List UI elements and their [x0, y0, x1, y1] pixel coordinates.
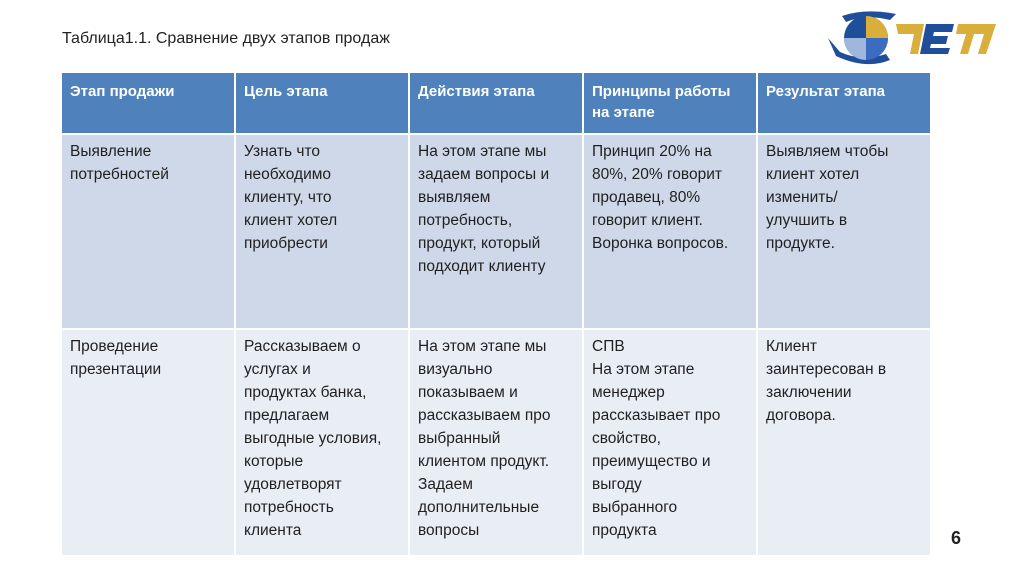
- table-cell: [583, 329, 757, 556]
- header-cell: [235, 72, 409, 134]
- comparison-table: [60, 71, 932, 557]
- cell-text: Выявляем чтобы клиент хотел изменить/ улучшить в продукте.: [766, 143, 889, 252]
- cell-text: Рассказываем о услугах и продуктах банка, предлагаем выгодные условия, которые удовлетворят потребность клиента: [244, 338, 382, 539]
- header-cell: [757, 72, 931, 134]
- table-cell: [583, 134, 757, 329]
- header-label: Принципы работы на этапе: [592, 83, 731, 121]
- table-cell: [757, 134, 931, 329]
- table-cell: [61, 134, 235, 329]
- cell-text: На этом этапе мы задаем вопросы и выявляем потребность, продукт, который подходит клиенту: [418, 143, 550, 275]
- table-cell: [409, 134, 583, 329]
- cell-text: СПВ На этом этапе менеджер рассказывает про свойство, преимущество и выгоду выбранного продукта: [592, 338, 721, 539]
- logo-letter-3: [956, 24, 996, 54]
- cell-text: На этом этапе мы визуально показываем и рассказываем про выбранный клиентом продукт. Задаем дополнительные вопросы: [418, 338, 551, 539]
- header-cell: [583, 72, 757, 134]
- table-cell: [235, 329, 409, 556]
- cell-text: Узнать что необходимо клиенту, что клиент хотел приобрести: [244, 143, 338, 252]
- bank-logo: [826, 8, 1002, 70]
- logo-letter-2: [920, 24, 954, 54]
- table-cell: [409, 329, 583, 556]
- header-label: Результат этапа: [766, 83, 886, 100]
- table-row: [61, 329, 931, 556]
- table-header-row: [61, 72, 931, 134]
- table-cell: [235, 134, 409, 329]
- header-label: Цель этапа: [244, 83, 328, 100]
- header-label: Действия этапа: [418, 83, 535, 100]
- table-cell: [757, 329, 931, 556]
- table-cell: [61, 329, 235, 556]
- table-row: [61, 134, 931, 329]
- header-cell: [409, 72, 583, 134]
- cell-text: Выявление потребностей: [70, 143, 169, 183]
- logo-letter-1: [896, 24, 924, 54]
- slide-title: Таблица1.1. Сравнение двух этапов продаж: [62, 30, 390, 47]
- header-cell: [61, 72, 235, 134]
- cell-text: Клиент заинтересован в заключении договора.: [766, 338, 887, 424]
- page-number: 6: [951, 528, 962, 548]
- cell-text: Проведение презентации: [70, 338, 162, 378]
- logo-globe-gold: [866, 16, 888, 38]
- cell-text: Принцип 20% на 80%, 20% говорит продавец, 80% говорит клиент. Воронка вопросов.: [592, 143, 729, 252]
- header-label: Этап продажи: [70, 83, 175, 100]
